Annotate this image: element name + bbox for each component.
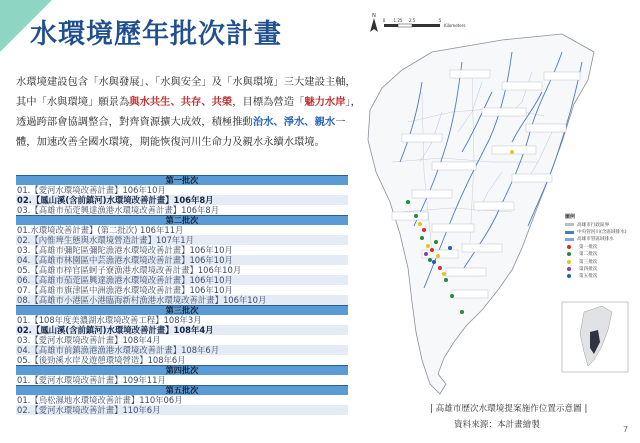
legend-label: 第四批次 [579,267,598,273]
batch-row: 04.【高雄市前鎮漁港漁港水環境改善計畫】108年6月 [16,345,348,355]
batch-row: 02.【鳳山溪(含前鎮河)水環境改善計畫】108年4月 [16,325,348,335]
batch-row: 01.【烏松濕地水環境改善計畫】110年06月 [17,395,183,405]
batch-row: 03.【高雄市茄萣興達漁港水環境改善計畫】106年8月 [17,205,220,215]
legend-label: 高雄市行政區界 [577,222,610,228]
north-arrow-icon [370,13,378,32]
legend-label: 第二批次 [579,252,598,258]
batch-row: 07.【高雄市旗津區中洲漁港水環境改善計畫】106年10月 [17,285,233,295]
legend-dot-icon [567,245,571,249]
scale-bar [383,18,466,28]
legend-dot-icon [567,267,571,271]
batch-row: 01.【108年度美濃湖水環境改善工程】108年3月 [17,315,202,325]
svg-text:N: N [372,13,376,19]
batch-header: 第四批次 [16,365,348,375]
batch-row: 02.【內惟埤生態與水環境營造計畫】107年1月 [16,235,348,245]
intro-text-4: 一體，加速改善全國水環境，期能恢復河川生命力及親水永續水環境。 [16,116,346,148]
batch-header: 第二批次 [16,215,348,225]
batch-plan-table [16,175,348,415]
legend-dot-icon [567,274,571,278]
legend-line-icon [565,231,574,234]
legend-dot-icon [567,260,571,264]
map-source: 資料來源：本計畫繪製 [454,420,540,430]
map-caption: | 高雄市歷次水環境提案施作位置示意圖 | [430,404,588,414]
batch-row: 02.【鳳山溪(含前鎮河)水環境改善計畫】106年8月 [16,195,348,205]
legend-line-icon [565,223,574,226]
intro-paragraph [16,72,361,152]
batch-row: 03.【高雄市彌陀區彌陀漁港水環境改善計畫】106年10月 [17,245,233,255]
scale-label: 2.5 [408,18,416,23]
intro-highlight-action: 治水、淨水、親水 [252,116,336,128]
legend-item [565,251,635,258]
inset-map [562,302,628,372]
batch-row: 02.【愛河水環境改善計畫】110年6月 [16,405,348,415]
legend-line-icon [565,238,574,241]
batch-header: 第三批次 [16,305,348,315]
batch-row: 01.【愛河水環境改善計畫】106年10月 [17,185,166,195]
legend-item [565,243,635,250]
batch-header: 第一批次 [16,175,348,185]
legend-item [565,273,635,280]
legend-item [565,265,635,272]
batch-row: 08.【高雄市小港區小港臨海新村漁港水環境改善計畫】106年10月 [16,295,348,305]
batch-row: 04.【高雄市林園區中芸漁港水環境改善計畫】106年10月 [16,255,348,265]
legend-label: 第五批次 [579,274,598,280]
legend-label: 第三批次 [579,259,598,265]
batch-row: 01.【愛河水環境改善計畫】109年11月 [17,375,166,385]
legend-label: 高雄市管區域排水 [577,237,614,243]
page-title: 水環境歷年批次計畫 [30,19,282,50]
intro-text-1: 水環境建設包含「水與發展」、「水與安全」及「水與環境」三大建設主軸，其中「水與環境」願景為 [16,76,356,108]
legend-label: 中央管河川(含區域排水) [577,230,627,236]
map-legend [565,213,635,280]
scale-label: 5 [438,18,442,23]
legend-item [565,236,635,243]
batch-row: 01.水環境改善計畫】(第二批次) 106年11月 [17,225,184,235]
intro-text-2: ，目標為營造「 [232,96,305,108]
batch-row: 06.【高雄市茄萣區興達漁港水環境改善計畫】106年10月 [16,275,348,285]
batch-row: 03.【愛河水環境改善計畫】108年4月 [17,335,161,345]
scale-label: Kilometers [444,23,466,28]
batch-row: 05.【後勁溪水岸及遊憩環境營造】108年6月 [17,355,186,365]
legend-label: 第一批次 [579,244,598,250]
legend-title: 圖例 [565,214,576,220]
scale-label: 0 [382,18,386,23]
legend-item [565,221,635,228]
intro-highlight-vision: 與水共生、共存、共榮 [129,96,233,108]
legend-item [565,258,635,265]
page-number: 7 [623,425,629,434]
legend-item [565,228,635,235]
legend-dot-icon [567,252,571,256]
batch-row: 05.【高雄市梓官區蚵子寮漁港水環境改善計畫】106年10月 [17,265,242,275]
scale-label: 1.25 [393,18,403,23]
intro-text-3: 」，透過跨部會協調整合，對齊資源擴大成效，積極推動 [16,96,361,128]
intro-highlight-goal: 魅力水岸 [304,96,346,108]
batch-header: 第五批次 [16,385,348,395]
river-map [362,12,630,398]
